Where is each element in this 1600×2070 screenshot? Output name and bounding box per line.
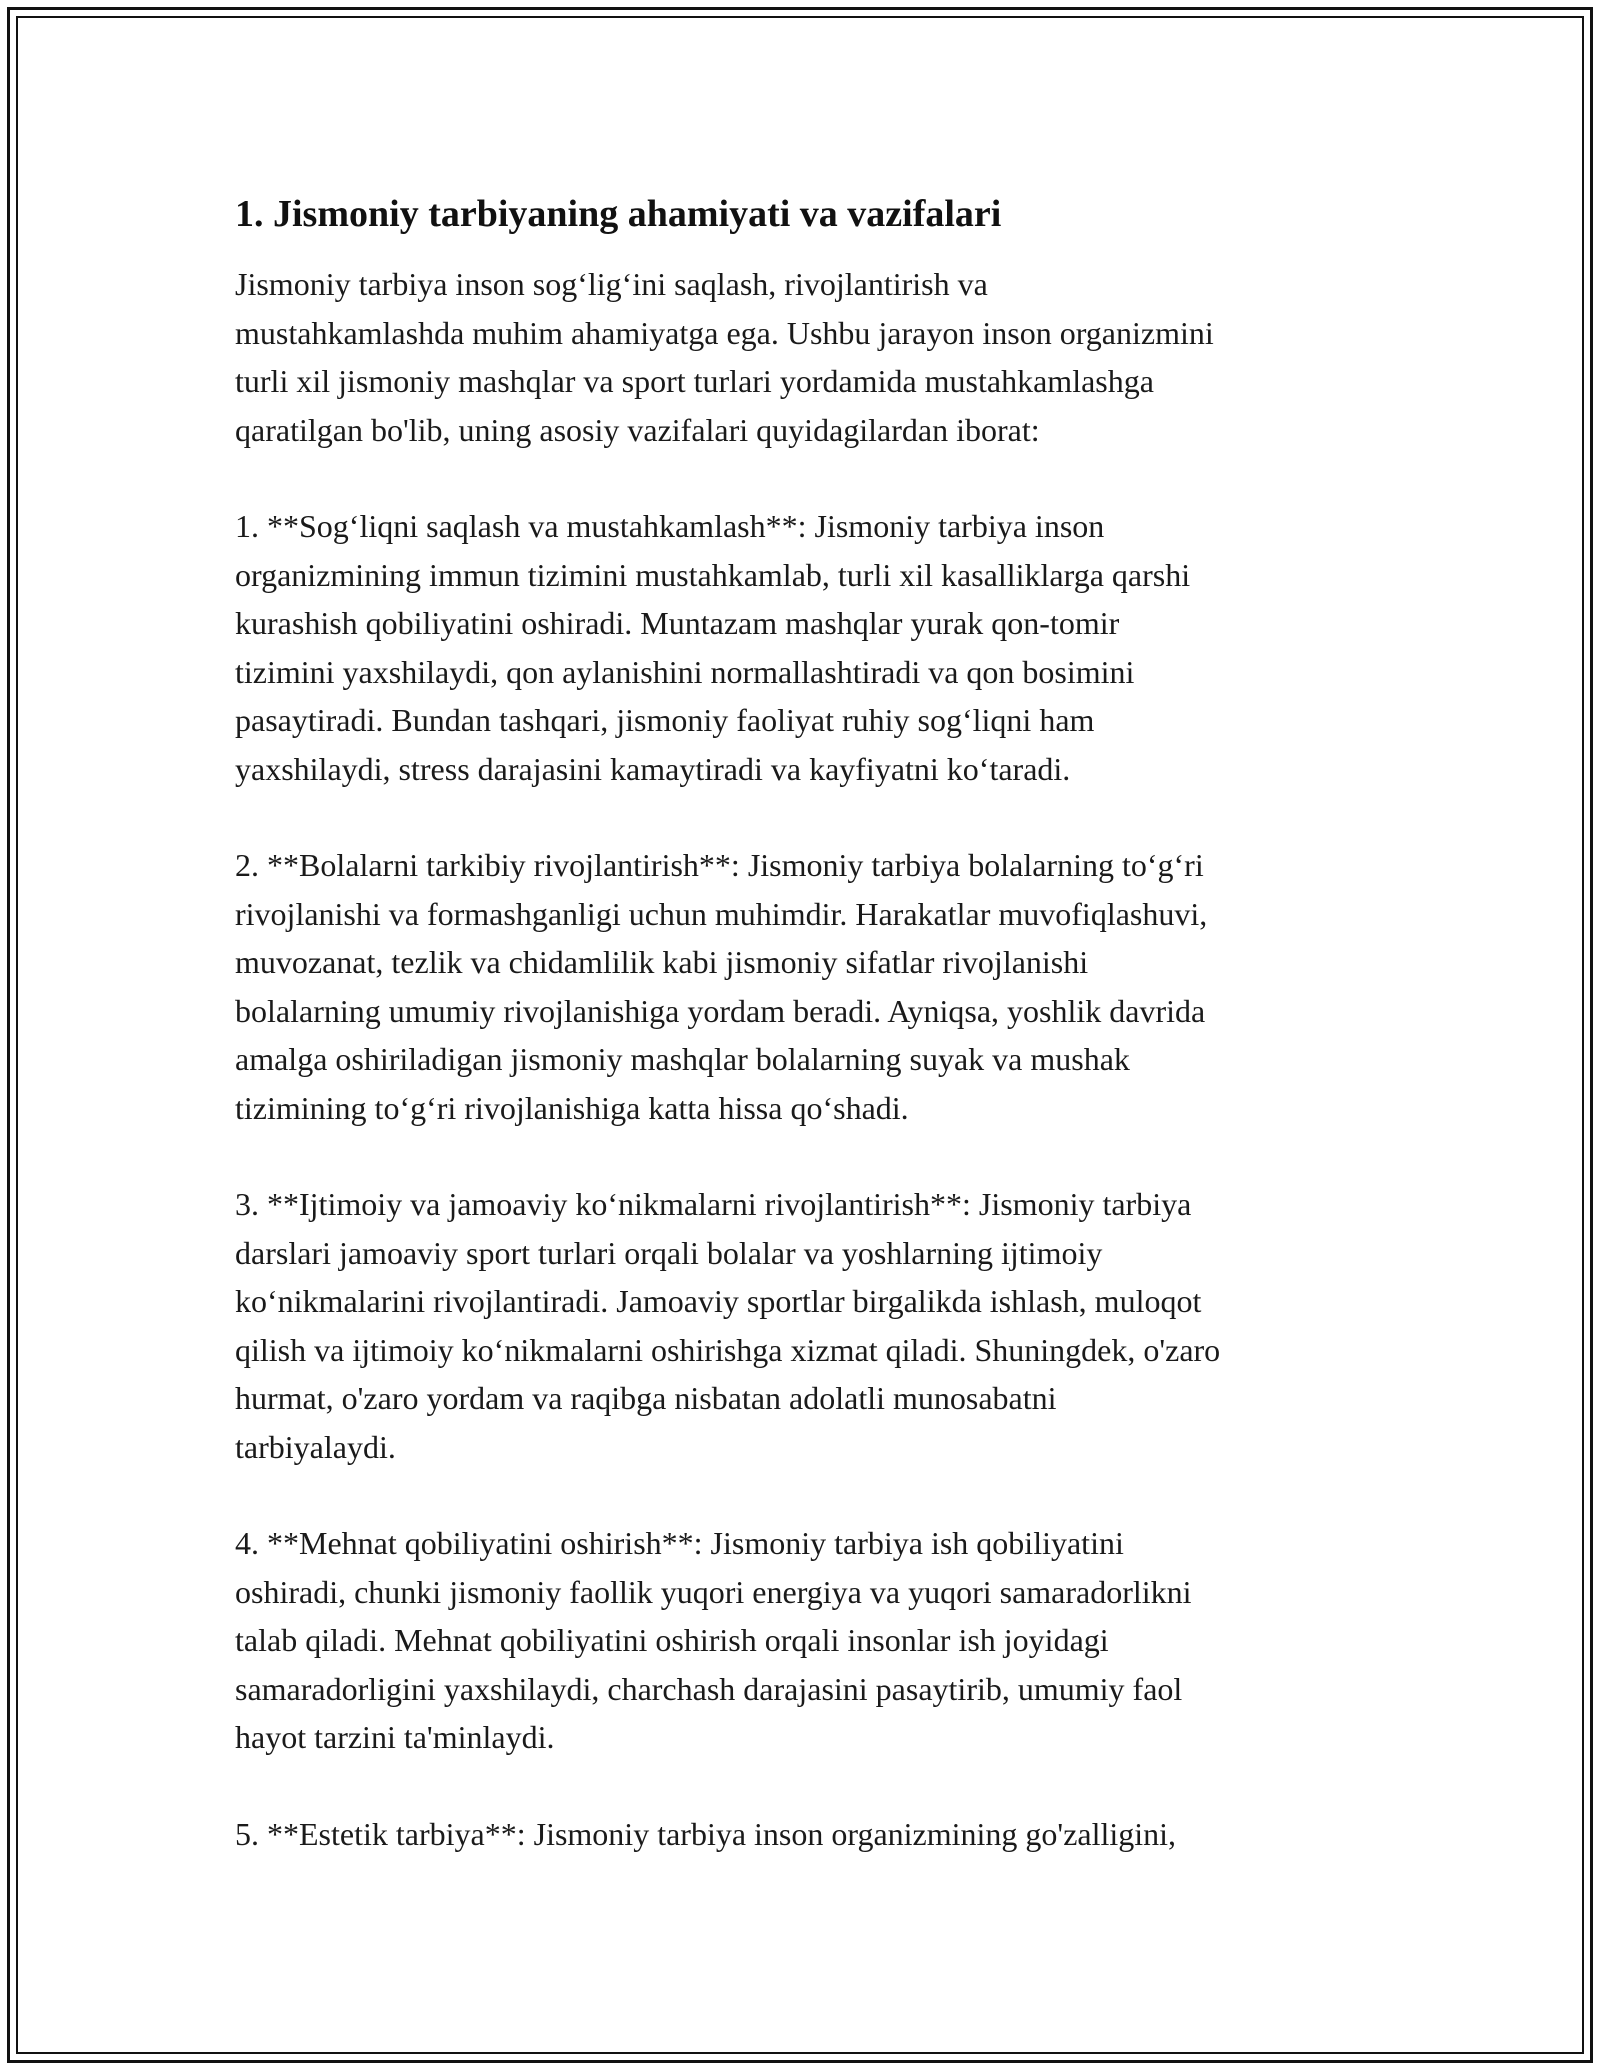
- list-item-social-skills: 3. **Ijtimoiy va jamoaviy ko‘nikmalarni rivojlantirish**: Jismoniy tarbiya darslari jamoaviy sport turlari orqali bolalar va yoshlarning ijtimoiy ko‘nikmalarini rivojlantiradi. Jamoaviy sportlar birgalikda ishlash, muloqot qilish va ijtimoiy ko‘nikmalarni oshirishga xizmat qiladi. Shuningdek, o'zaro hurmat, o'zaro yordam va raqibga nisbatan adolatli munosabatni tarbiyalaydi.: [235, 1186, 1221, 1465]
- list-item-health: 1. **Sog‘liqni saqlash va mustahkamlash**: Jismoniy tarbiya inson organizmining immun tizimini mustahkamlab, turli xil kasalliklarga qarshi kurashish qobiliyatini oshiradi. Muntazam mashqlar yurak qon-tomir tizimini yaxshilaydi, qon aylanishini normallashtiradi va qon bosimini pasaytiradi. Bundan tashqari, jismoniy faoliyat ruhiy sog‘liqni ham yaxshilaydi, stress darajasini kamaytiradi va kayfiyatni ko‘taradi.: [235, 508, 1191, 787]
- document-title: 1. Jismoniy tarbiyaning ahamiyati va vazifalari: [235, 193, 1002, 235]
- list-item-aesthetic-education: 5. **Estetik tarbiya**: Jismoniy tarbiya inson organizmining go'zalligini,: [235, 1815, 1177, 1852]
- intro-paragraph: Jismoniy tarbiya inson sog‘lig‘ini saqlash, rivojlantirish va mustahkamlashda muhim ahamiyatga ega. Ushbu jarayon inson organizmini turli xil jismoniy mashqlar va sport turlari yordamida mustahkamlashga qaratilgan bo'lib, uning asosiy vazifalari quyidagilardan iborat:: [235, 266, 1214, 448]
- list-item-work-capacity: 4. **Mehnat qobiliyatini oshirish**: Jismoniy tarbiya ish qobiliyatini oshiradi, chunki jismoniy faollik yuqori energiya va yuqori samaradorlikni talab qiladi. Mehnat qobiliyatini oshirish orqali insonlar ish joyidagi samaradorligini yaxshilaydi, charchash darajasini pasaytirib, umumiy faol hayot tarzini ta'minlaydi.: [235, 1525, 1192, 1755]
- document-body: [235, 188, 1375, 1906]
- list-item-children-development: 2. **Bolalarni tarkibiy rivojlantirish**: Jismoniy tarbiya bolalarning to‘g‘ri rivojlanishi va formashganligi uchun muhimdir. Harakatlar muvofiqlashuvi, muvozanat, tezlik va chidamlilik kabi jismoniy sifatlar rivojlanishi bolalarning umumiy rivojlanishiga yordam beradi. Ayniqsa, yoshlik davrida amalga oshiriladigan jismoniy mashqlar bolalarning suyak va mushak tizimining to‘g‘ri rivojlanishiga katta hissa qo‘shadi.: [235, 847, 1208, 1126]
